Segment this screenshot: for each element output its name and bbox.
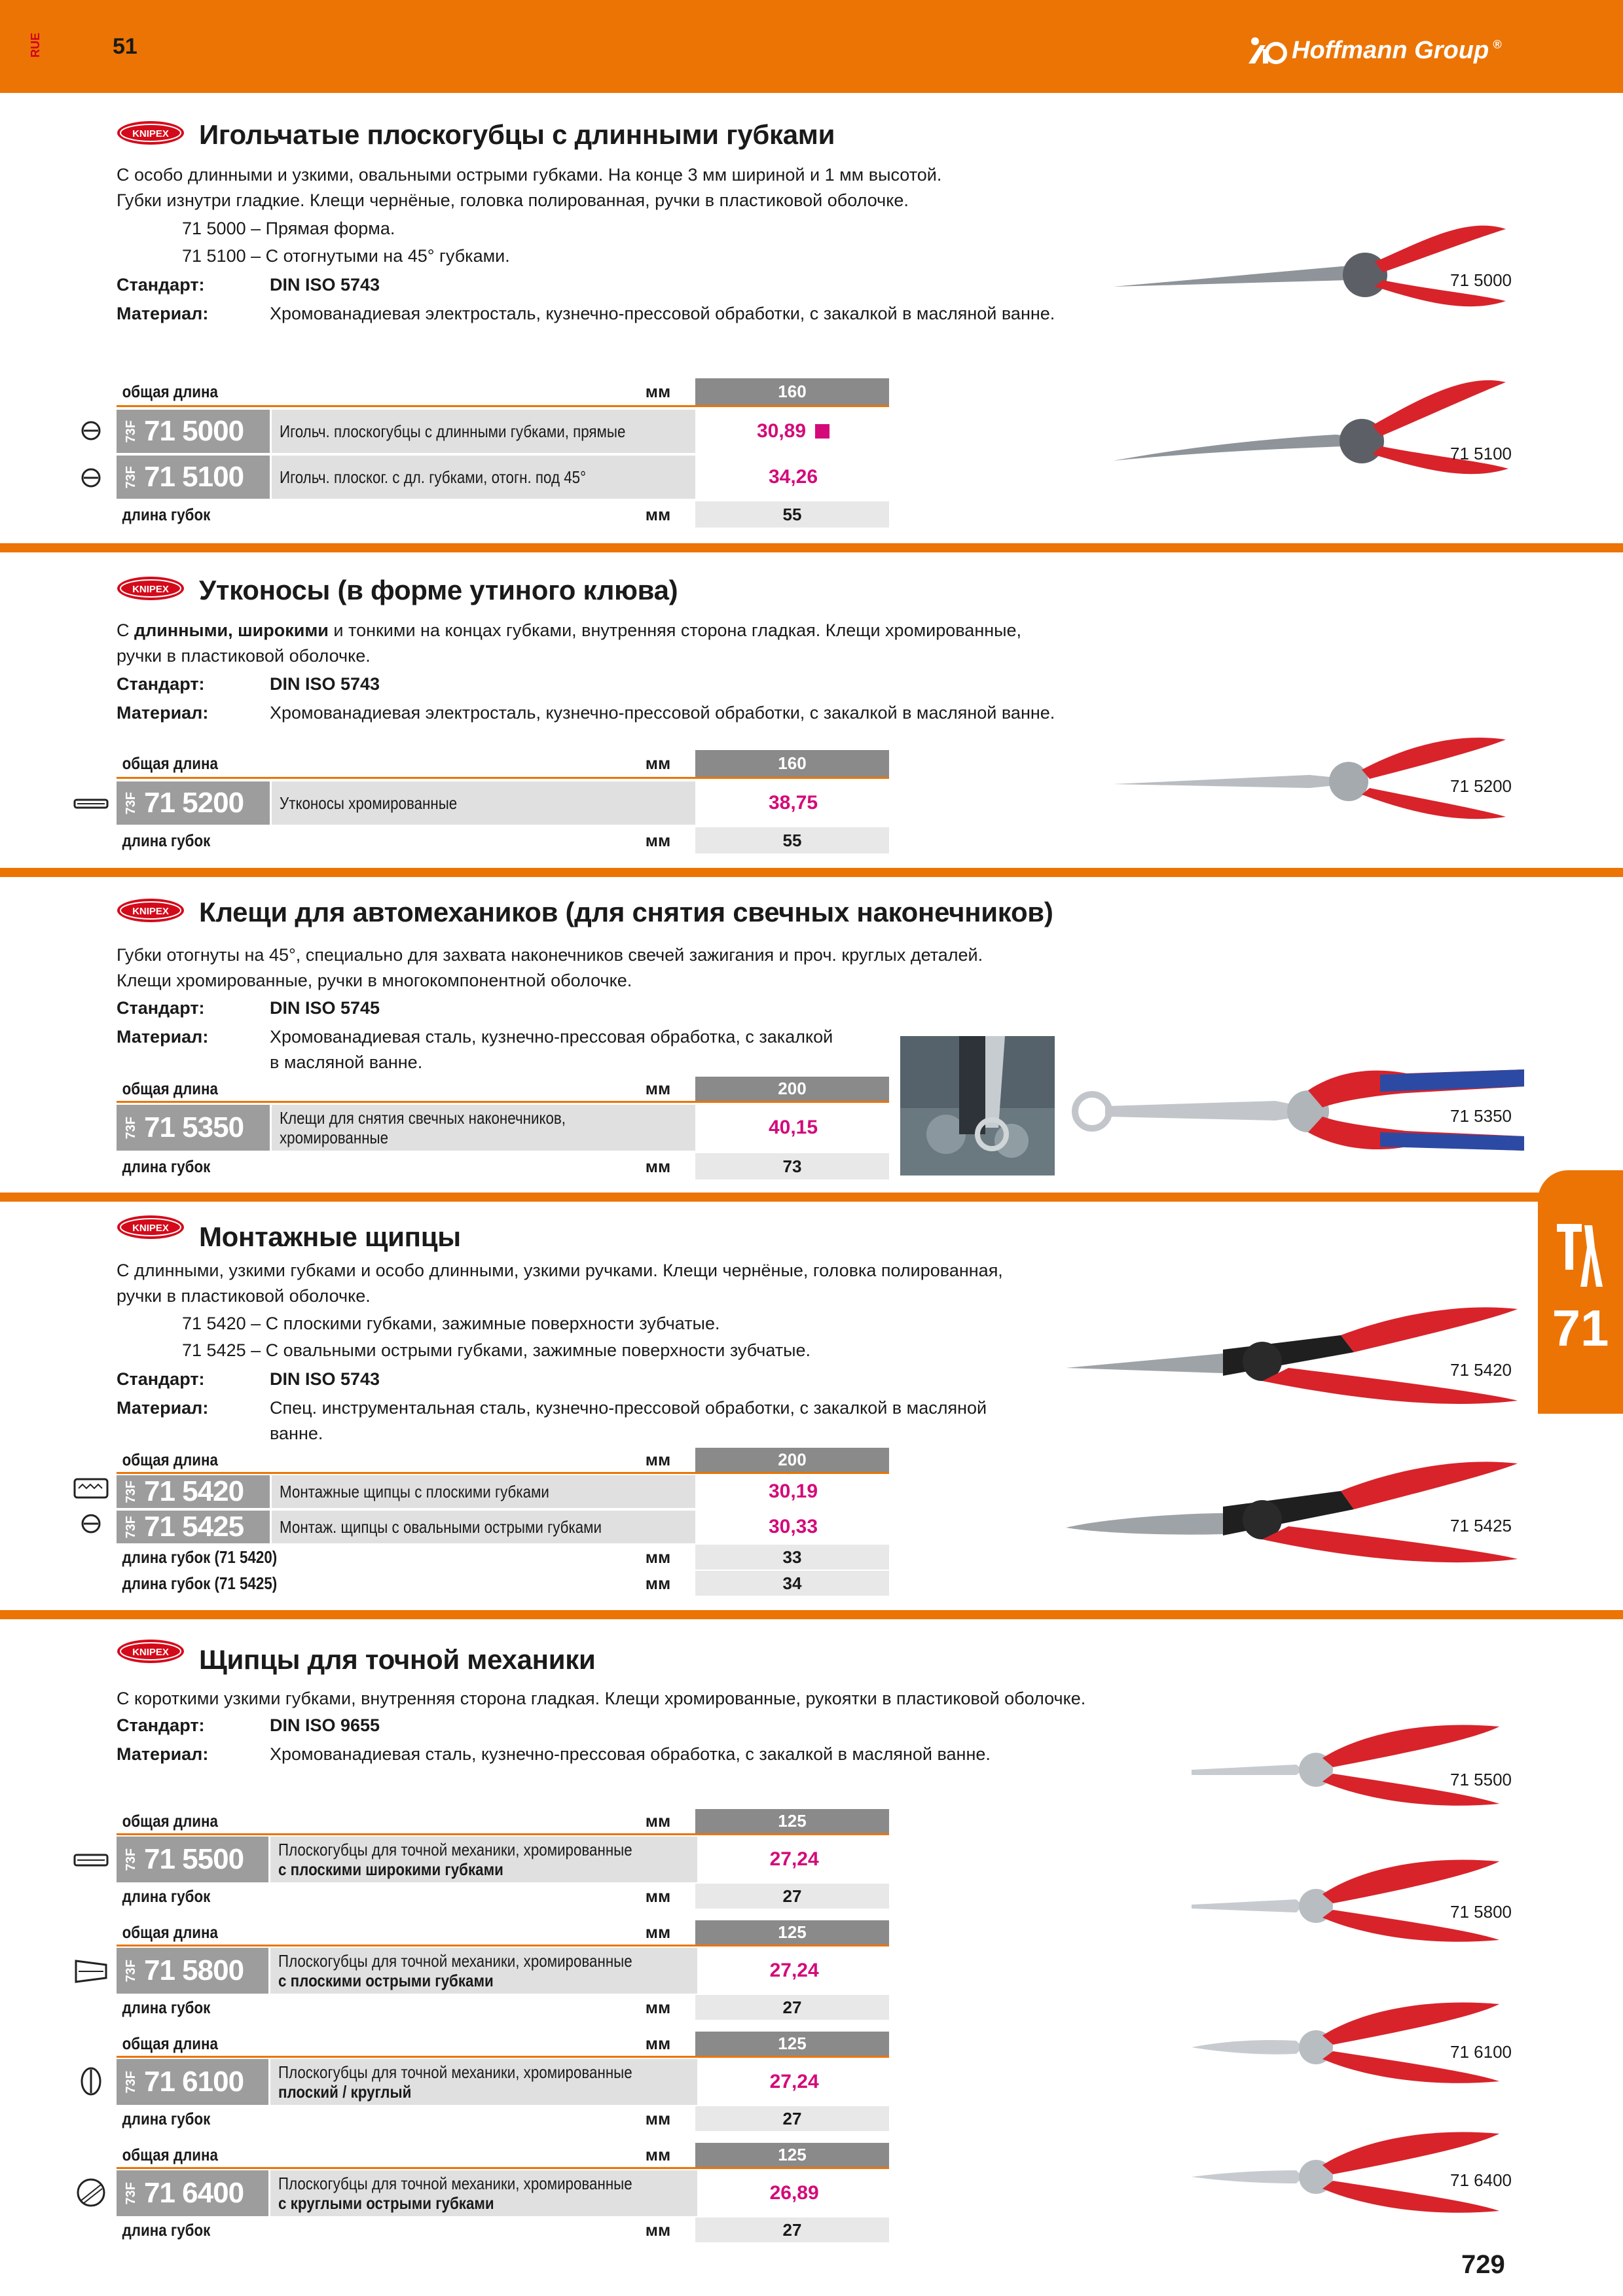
price-group-tag: 73F (124, 2181, 138, 2205)
price-value: 30,33 (768, 1516, 818, 1537)
jaw-length-row (117, 501, 889, 528)
unit: мм (645, 1997, 671, 2017)
variant-line-2: 71 5425 – С овальными острыми губками, зажимные поверхности зубчатые. (182, 1340, 811, 1360)
article-code (117, 410, 270, 453)
jaw-length-label: длина губок (122, 504, 211, 524)
product-price (697, 2170, 889, 2216)
price-group-tag: 73F (124, 2070, 138, 2094)
desc-part: С (117, 620, 134, 640)
standard-value: DIN ISO 5745 (270, 998, 380, 1018)
product-name-line1: Плоскогубцы для точной механики, хромированные (278, 1951, 632, 1971)
total-length-value: 160 (695, 378, 889, 405)
product-price (695, 456, 889, 499)
price-group-tag: 73F (124, 1515, 138, 1539)
standard-value: DIN ISO 5743 (270, 674, 380, 694)
total-length-value: 125 (695, 2143, 889, 2167)
product-name (270, 410, 695, 453)
section-desc-line2: Клещи хромированные, ручки в многокомпонентной оболочке. (117, 971, 632, 990)
product-name-text: Игольч. плоскогубцы с длинными губками, прямые (280, 422, 626, 441)
jaw-length-value: 73 (695, 1153, 889, 1179)
pliers-image-715800 (1192, 1844, 1506, 1949)
section-desc-line2: Губки изнутри гладкие. Клещи чернёные, головка полированная, ручки в пластиковой оболочке. (117, 190, 909, 210)
price-value: 40,15 (768, 1117, 818, 1138)
total-length-value: 200 (695, 1448, 889, 1472)
article-number: 71 5420 (144, 1475, 244, 1507)
article-code (117, 1511, 270, 1543)
material-value-line2: в масляной ванне. (270, 1052, 423, 1072)
article-code (117, 1105, 270, 1151)
jaw-length-row (117, 1571, 889, 1596)
footer-page-number: 729 (1461, 2250, 1505, 2279)
product-price (695, 410, 889, 453)
material-value-line1: Спец. инструментальная сталь, кузнечно-прессовой обработки, с закалкой в масляной (270, 1398, 987, 1418)
material-value: Хромованадиевая электросталь, кузнечно-прессовой обработки, с закалкой в масляной ванне. (270, 703, 1055, 723)
product-name-line1: Плоскогубцы для точной механики, хромированные (278, 2062, 632, 2082)
unit: мм (645, 2034, 671, 2053)
pliers-tab-icon (1554, 1221, 1607, 1293)
oval-jaw-icon (73, 1512, 109, 1535)
badge-text: KNIPEX (132, 128, 169, 139)
variant-line-1: 71 5420 – С плоскими губками, зажимные поверхности зубчатые. (182, 1314, 720, 1333)
knipex-badge (117, 1215, 185, 1240)
header-side-label: RUE (29, 33, 42, 58)
flat-wide-jaw-icon (73, 1848, 109, 1872)
jaw-length-row (117, 1995, 889, 2020)
article-code (117, 456, 270, 499)
product-price (697, 1837, 889, 1882)
price-group-tag: 73F (124, 1116, 138, 1139)
pliers-image-715425 (1066, 1454, 1524, 1566)
price-value: 27,24 (769, 1960, 819, 1981)
total-length-label: общая длина (122, 1922, 218, 1942)
unit: мм (645, 2219, 671, 2240)
image-caption: 71 5420 (1450, 1360, 1512, 1380)
total-length-value: 200 (695, 1077, 889, 1101)
image-caption: 71 5425 (1450, 1516, 1512, 1535)
jaw-length-value: 33 (695, 1545, 889, 1570)
total-length-row (117, 1920, 889, 1946)
product-price (697, 2059, 889, 2105)
product-name (268, 2170, 698, 2216)
jaw-length-value: 34 (695, 1571, 889, 1596)
total-length-label: общая длина (122, 1450, 218, 1469)
jaw-length-row (117, 827, 889, 853)
total-length-row (117, 378, 889, 407)
article-number: 71 6100 (144, 2066, 244, 2098)
product-row[interactable] (117, 1511, 889, 1543)
section-desc-line1 (117, 618, 1164, 643)
price-value: 27,24 (769, 2071, 819, 2092)
badge-text: KNIPEX (132, 1223, 169, 1234)
standard-value: DIN ISO 5743 (270, 1369, 380, 1389)
standard-label: Стандарт: (117, 674, 205, 694)
unit: мм (645, 1547, 671, 1567)
standard-value: DIN ISO 5743 (270, 275, 380, 295)
pliers-image-715420 (1066, 1296, 1524, 1407)
product-name (270, 1475, 695, 1508)
product-name-line2: с плоскими острыми губками (278, 1971, 494, 1990)
jaw-length-value: 55 (695, 827, 889, 853)
product-row[interactable] (117, 2059, 889, 2105)
product-name (268, 1948, 698, 1994)
total-length-row (117, 2032, 889, 2058)
product-row[interactable] (117, 781, 889, 825)
unit: мм (645, 1450, 671, 1469)
article-number: 71 5200 (144, 787, 244, 819)
round-pointed-jaw-icon (73, 2177, 109, 2208)
total-length-value: 160 (695, 750, 889, 777)
price-marker-icon (815, 424, 830, 439)
standard-label: Стандарт: (117, 1369, 205, 1389)
price-group-tag: 73F (124, 1959, 138, 1982)
knipex-badge (117, 576, 185, 601)
image-caption: 71 5500 (1450, 1770, 1512, 1789)
product-name-line2: с круглыми острыми губками (278, 2193, 494, 2213)
unit: мм (645, 1573, 671, 1593)
desc-part: и тонкими на концах губками, внутренняя сторона гладкая. Клещи хромированные, (328, 620, 1022, 640)
section-divider (0, 1193, 1623, 1202)
price-value: 38,75 (768, 792, 818, 814)
pliers-image-715500 (1192, 1707, 1506, 1812)
jaw-length-row (117, 2217, 889, 2242)
jaw-length-value: 27 (695, 1995, 889, 2020)
jaw-length-row (117, 1545, 889, 1570)
material-label: Материал: (117, 1744, 209, 1764)
product-price (695, 1475, 889, 1508)
total-length-value: 125 (695, 2032, 889, 2056)
standard-label: Стандарт: (117, 998, 205, 1018)
product-name-line2: с плоскими широкими губками (278, 1859, 503, 1879)
unit: мм (645, 830, 671, 850)
product-name-text: Игольч. плоског. с дл. губками, отогн. под 45° (280, 467, 587, 487)
total-length-value: 125 (695, 1809, 889, 1833)
product-name-text: Монтажные щипцы с плоскими губками (280, 1482, 549, 1501)
badge-text: KNIPEX (132, 906, 169, 917)
standard-value: DIN ISO 9655 (270, 1715, 380, 1735)
product-price (695, 781, 889, 825)
price-value: 26,89 (769, 2182, 819, 2204)
price-value: 30,19 (768, 1480, 818, 1502)
section-desc-line2: ручки в пластиковой оболочке. (117, 646, 371, 666)
page-header (0, 0, 1623, 93)
jaw-length-value: 27 (695, 2217, 889, 2242)
product-row[interactable] (117, 1475, 889, 1508)
product-name-text: Монтаж. щипцы с овальными острыми губками (280, 1517, 602, 1537)
article-number: 71 5100 (144, 461, 244, 493)
product-row[interactable] (117, 1105, 889, 1151)
article-code (117, 781, 270, 825)
total-length-label: общая длина (122, 382, 218, 401)
flat-pointed-jaw-icon (73, 1957, 109, 1986)
unit: мм (645, 1079, 671, 1098)
badge-text: KNIPEX (132, 1647, 169, 1658)
unit: мм (645, 753, 671, 773)
material-value-line2: ванне. (270, 1424, 323, 1443)
engine-photo-image (900, 1036, 1055, 1175)
article-number: 71 5500 (144, 1843, 244, 1875)
product-price (695, 1105, 889, 1151)
jaw-length-label: длина губок (122, 2108, 211, 2128)
brand-name: Hoffmann Group (1292, 36, 1489, 64)
desc-emphasis: длинными, широкими (134, 620, 329, 640)
total-length-label: общая длина (122, 2034, 218, 2053)
jaw-length-row (117, 1884, 889, 1909)
product-name (270, 781, 695, 825)
hoffmann-logo (1247, 33, 1501, 68)
hoffmann-symbol-icon (1247, 36, 1288, 65)
product-row[interactable] (117, 2170, 889, 2216)
unit: мм (645, 1886, 671, 1906)
material-value: Хромованадиевая сталь, кузнечно-прессовая обработка, с закалкой в масляной ванне. (270, 1744, 991, 1764)
section-desc-line1: Губки отогнуты на 45°, специально для захвата наконечников свечей зажигания и проч. круглых деталей. (117, 945, 983, 965)
total-length-label: общая длина (122, 2145, 218, 2164)
section-divider (0, 543, 1623, 552)
brand-mark: ® (1493, 38, 1502, 51)
standard-label: Стандарт: (117, 275, 205, 295)
total-length-label: общая длина (122, 1811, 218, 1831)
product-row[interactable] (117, 1837, 889, 1882)
unit: мм (645, 2145, 671, 2164)
product-name-line1: Плоскогубцы для точной механики, хромированные (278, 2174, 632, 2193)
article-number: 71 6400 (144, 2177, 244, 2209)
product-name (270, 1511, 695, 1543)
jaw-length-label: длина губок (71 5425) (122, 1573, 278, 1593)
unit: мм (645, 382, 671, 401)
price-group-tag: 73F (124, 420, 138, 443)
total-length-label: общая длина (122, 1079, 218, 1098)
unit: мм (645, 504, 671, 524)
product-name-line1: Клещи для снятия свечных наконечников, (280, 1108, 566, 1128)
oval-jaw-icon (73, 466, 109, 490)
section-desc-line1: С особо длинными и узкими, овальными острыми губками. На конце 3 мм шириной и 1 мм высотой. (117, 165, 942, 185)
application-photo (900, 1036, 1055, 1175)
price-value: 34,26 (768, 466, 818, 488)
article-number: 71 5000 (144, 415, 244, 447)
article-code (117, 1948, 268, 1994)
image-caption: 71 6400 (1450, 2170, 1512, 2190)
image-caption: 71 5350 (1450, 1106, 1512, 1126)
material-label: Материал: (117, 1027, 209, 1047)
jaw-length-row (117, 1153, 889, 1179)
product-name-line2: хромированные (280, 1128, 389, 1147)
pliers-image-715000 (1113, 203, 1519, 308)
flat-round-jaw-icon (73, 2067, 109, 2096)
unit: мм (645, 2108, 671, 2128)
section-title: Монтажные щипцы (199, 1221, 461, 1252)
section-desc-line1: С короткими узкими губками, внутренняя сторона гладкая. Клещи хромированные, рукоятки в пластиковой оболочке. (117, 1689, 1086, 1708)
article-number: 71 5425 (144, 1511, 244, 1543)
total-length-row (117, 1809, 889, 1835)
image-caption: 71 5100 (1450, 444, 1512, 463)
knipex-badge (117, 898, 185, 923)
article-code (117, 1837, 268, 1882)
section-title: Щипцы для точной механики (199, 1644, 596, 1675)
product-row[interactable] (117, 456, 889, 499)
variant-line-2: 71 5100 – С отогнутыми на 45° губками. (182, 246, 510, 266)
material-label: Материал: (117, 1398, 209, 1418)
image-caption: 71 5000 (1450, 270, 1512, 290)
variant-line-1: 71 5000 – Прямая форма. (182, 219, 395, 238)
product-name (270, 1105, 695, 1151)
product-row[interactable] (117, 1948, 889, 1994)
image-caption: 71 5200 (1450, 776, 1512, 796)
jaw-length-label: длина губок (122, 830, 211, 850)
section-divider (0, 868, 1623, 877)
jaw-length-label: длина губок (71 5420) (122, 1547, 278, 1567)
material-value-line1: Хромованадиевая сталь, кузнечно-прессовая обработка, с закалкой (270, 1027, 833, 1047)
section-desc-line1: С длинными, узкими губками и особо длинными, узкими ручками. Клещи чернёные, головка полированная, (117, 1261, 1003, 1280)
jaw-length-label: длина губок (122, 1997, 211, 2017)
product-name-line1: Плоскогубцы для точной механики, хромированные (278, 1840, 632, 1859)
knipex-badge (117, 1639, 185, 1664)
price-group-tag: 73F (124, 465, 138, 489)
price-group-tag: 73F (124, 791, 138, 815)
jaw-length-value: 27 (695, 1884, 889, 1909)
material-label: Материал: (117, 703, 209, 723)
product-name (268, 2059, 698, 2105)
flat-wide-jaw-icon (73, 792, 109, 816)
total-length-row (117, 1448, 889, 1474)
total-length-label: общая длина (122, 753, 218, 773)
product-name-line2: плоский / круглый (278, 2082, 411, 2102)
oval-jaw-icon (73, 419, 109, 442)
chapter-number: 71 (1552, 1299, 1609, 1357)
flat-serrated-jaw-icon (73, 1477, 109, 1500)
jaw-length-label: длина губок (122, 1886, 211, 1906)
total-length-value: 125 (695, 1920, 889, 1945)
pliers-image-716400 (1192, 2114, 1506, 2219)
product-name-text: Утконосы хромированные (280, 793, 458, 813)
section-desc-line2: ручки в пластиковой оболочке. (117, 1286, 371, 1306)
jaw-length-row (117, 2106, 889, 2131)
price-group-tag: 73F (124, 1480, 138, 1503)
product-row[interactable] (117, 410, 889, 453)
jaw-length-label: длина губок (122, 1156, 211, 1176)
article-code (117, 2170, 268, 2216)
standard-label: Стандарт: (117, 1715, 205, 1735)
price-value: 30,89 (756, 420, 807, 442)
unit: мм (645, 1922, 671, 1942)
section-title: Игольчатые плоскогубцы с длинными губками (199, 119, 835, 150)
price-value: 27,24 (769, 1848, 819, 1870)
material-label: Материал: (117, 304, 209, 323)
jaw-length-label: длина губок (122, 2219, 211, 2240)
unit: мм (645, 1156, 671, 1176)
pliers-image-716100 (1192, 1984, 1506, 2089)
jaw-length-value: 27 (695, 2106, 889, 2131)
image-caption: 71 5800 (1450, 1902, 1512, 1922)
badge-text: KNIPEX (132, 584, 169, 595)
product-name (270, 456, 695, 499)
article-code (117, 1475, 270, 1508)
product-price (695, 1511, 889, 1543)
knipex-badge (117, 120, 185, 145)
price-group-tag: 73F (124, 1848, 138, 1871)
chapter-tab (1538, 1170, 1623, 1414)
material-value: Хромованадиевая электросталь, кузнечно-прессовой обработки, с закалкой в масляной ванне. (270, 304, 1055, 323)
article-code (117, 2059, 268, 2105)
section-title: Клещи для автомехаников (для снятия свечных наконечников) (199, 897, 1053, 927)
jaw-length-value: 55 (695, 501, 889, 528)
section-title: Утконосы (в форме утиного клюва) (199, 575, 678, 605)
header-page-number: 51 (113, 34, 137, 59)
product-price (697, 1948, 889, 1994)
article-number: 71 5350 (144, 1111, 244, 1143)
section-divider (0, 1610, 1623, 1619)
image-caption: 71 6100 (1450, 2042, 1512, 2062)
total-length-row (117, 750, 889, 779)
total-length-row (117, 1077, 889, 1103)
article-number: 71 5800 (144, 1954, 244, 1986)
total-length-row (117, 2143, 889, 2169)
unit: мм (645, 1811, 671, 1831)
product-name (268, 1837, 698, 1882)
